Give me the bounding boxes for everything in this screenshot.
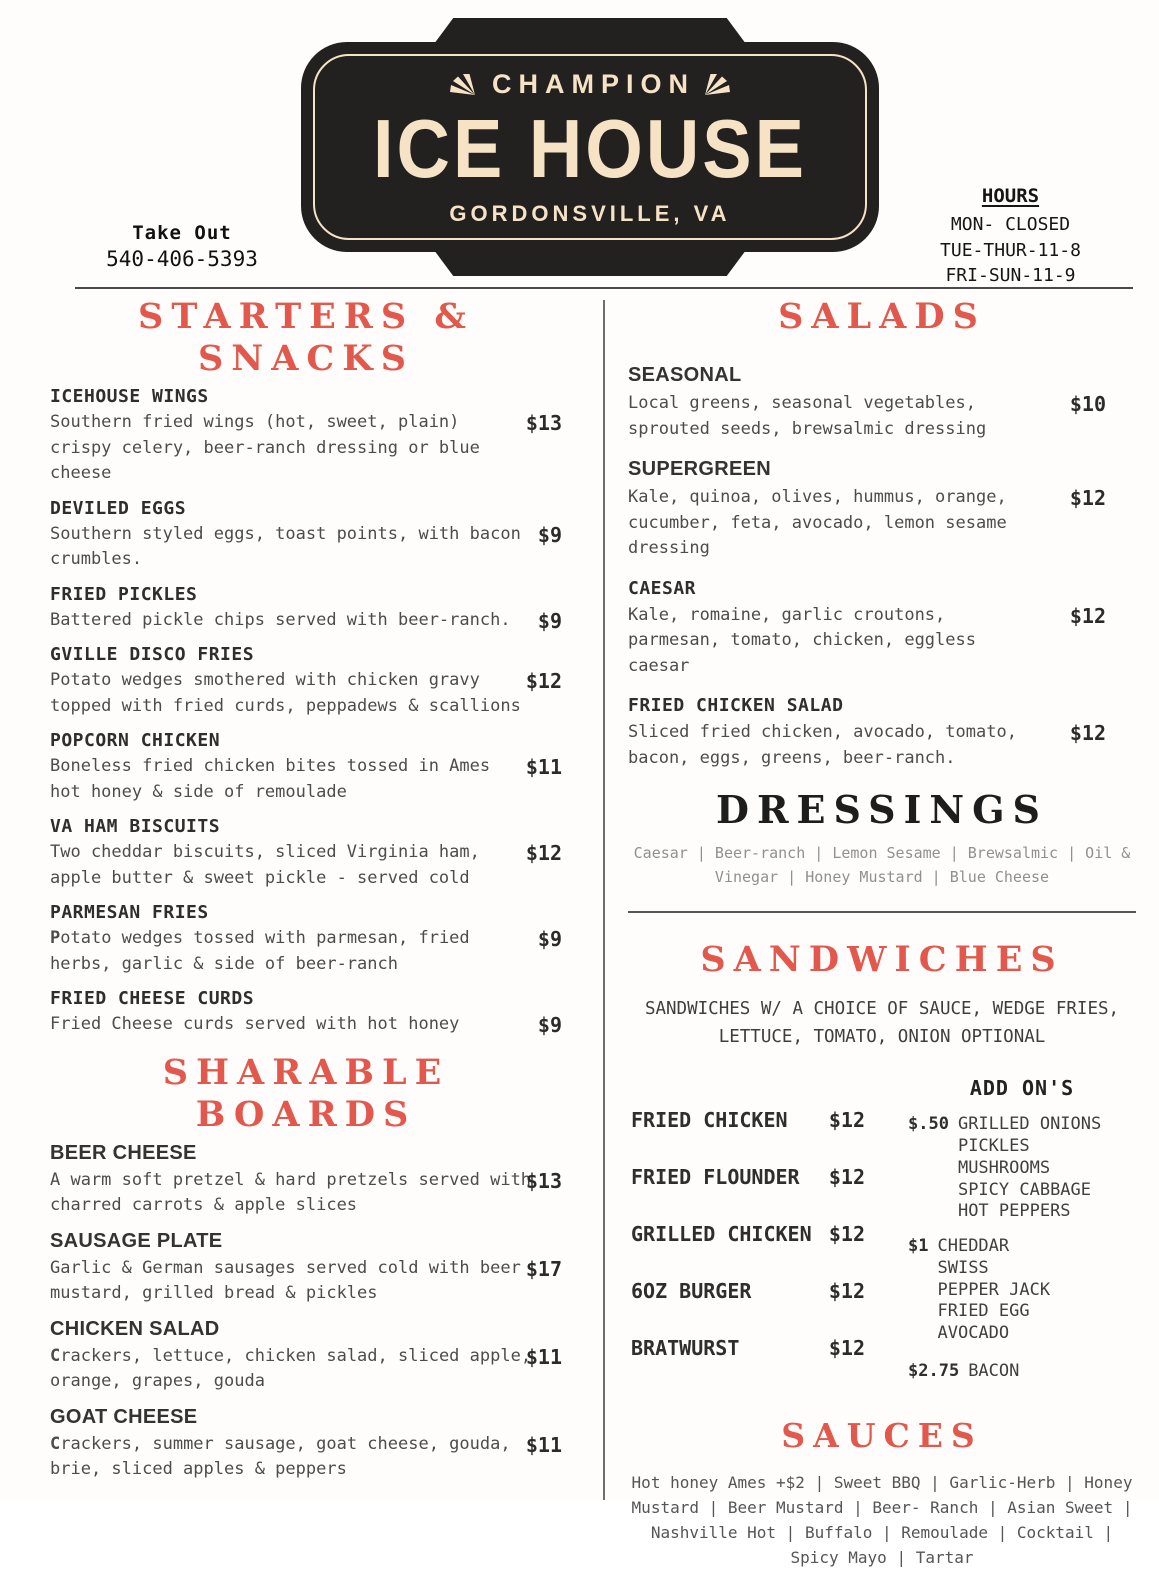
sandwich-price: $12 <box>828 1279 865 1304</box>
item-price: $9 <box>537 927 562 951</box>
item-name: VA HAM BISCUITS <box>50 816 221 837</box>
dressings-divider <box>628 911 1136 913</box>
menu-item-parmesan-fries <box>50 902 562 977</box>
addon-item: HOT PEPPERS <box>957 1201 1071 1222</box>
addon-price: $.50 <box>908 1114 949 1135</box>
section-title-starters: STARTERS & SNACKS <box>138 296 474 379</box>
menu-item-chicken-salad <box>50 1318 562 1395</box>
item-description: Sliced fried chicken, avocado, tomato, bacon, eggs, greens, beer-ranch. <box>628 722 1017 768</box>
logo-name: ICE HOUSE <box>372 102 808 195</box>
addon-items <box>968 1361 1019 1383</box>
dressings-list: Caesar | Beer-ranch | Lemon Sesame | Brewsalmic | Oil & Vinegar | Honey Mustard | Blue Cheese <box>633 843 1131 886</box>
right-column <box>628 296 1136 1570</box>
addon-group-50c <box>908 1114 1136 1223</box>
addon-group-1dollar <box>908 1236 1136 1345</box>
item-description: Kale, romaine, garlic croutons, parmesan, tomato, chicken, eggless caesar <box>628 604 976 676</box>
addon-items <box>937 1236 1050 1345</box>
item-price: $9 <box>537 608 562 633</box>
addon-price: $2.75 <box>908 1360 960 1381</box>
item-name: BEER CHEESE <box>50 1141 197 1164</box>
menu-item-goat-cheese <box>50 1406 562 1483</box>
sandwich-name: BRATWURST <box>631 1336 740 1361</box>
menu-item-icehouse-wings <box>50 386 562 487</box>
item-price: $9 <box>537 1013 562 1037</box>
addon-item: BACON <box>968 1360 1020 1381</box>
sandwich-row <box>631 1165 865 1189</box>
section-title-dressings: DRESSINGS <box>716 787 1048 832</box>
menu-item-seasonal <box>628 364 1136 442</box>
addon-item: SWISS <box>937 1257 989 1278</box>
item-name: SUPERGREEN <box>628 458 772 480</box>
item-name: POPCORN CHICKEN <box>50 730 221 751</box>
item-description: Kale, quinoa, olives, hummus, orange, cucumber, feta, avocado, lemon sesame dressing <box>628 487 1007 558</box>
item-price: $11 <box>525 1344 562 1369</box>
sandwich-price: $12 <box>828 1165 865 1190</box>
hours-title: HOURS <box>981 185 1040 207</box>
sandwich-row <box>631 1336 865 1360</box>
hours-info <box>903 183 1118 289</box>
item-price: $12 <box>525 841 562 865</box>
addon-item: AVOCADO <box>937 1323 1010 1344</box>
sandwiches-note: SANDWICHES W/ A CHOICE OF SAUCE, WEDGE FRIES, LETTUCE, TOMATO, ONION OPTIONAL <box>644 998 1120 1048</box>
addon-item: MUSHROOMS <box>957 1157 1051 1178</box>
item-price: $9 <box>537 522 562 547</box>
menu-item-sausage-plate <box>50 1230 562 1307</box>
fan-icon-right <box>705 74 731 95</box>
item-name: PARMESAN FRIES <box>50 902 209 923</box>
logo-city: GORDONSVILLE, VA <box>449 201 731 226</box>
addon-items <box>958 1114 1101 1223</box>
item-description: Southern fried wings (hot, sweet, plain) crispy celery, beer-ranch dressing or blue cheese <box>50 412 480 483</box>
left-column <box>50 296 562 1494</box>
item-description: Local greens, seasonal vegetables, sprouted seeds, brewsalmic dressing <box>628 393 987 439</box>
addon-item: PICKLES <box>957 1136 1030 1157</box>
logo-champion: CHAMPION <box>492 69 695 99</box>
section-title-sauces: SAUCES <box>781 1415 983 1455</box>
sandwich-price: $12 <box>828 1222 865 1247</box>
item-description: Two cheddar biscuits, sliced Virginia ham, apple butter & sweet pickle - served cold <box>50 842 480 888</box>
sandwich-price: $12 <box>828 1108 865 1133</box>
sandwich-row <box>631 1108 865 1132</box>
item-description: Battered pickle chips served with beer-ranch. <box>50 609 511 630</box>
item-name: CAESAR <box>628 577 697 599</box>
item-name: SAUSAGE PLATE <box>50 1229 223 1252</box>
item-description: A warm soft pretzel & hard pretzels served with charred carrots & apple slices <box>50 1169 532 1215</box>
item-name: CHICKEN SALAD <box>50 1317 220 1340</box>
item-name: FRIED PICKLES <box>50 583 198 605</box>
sandwich-price: $12 <box>828 1336 865 1361</box>
hours-line: TUE-THUR-11-8 <box>940 239 1081 261</box>
item-price: $12 <box>1069 486 1106 510</box>
item-description: Garlic & German sausages served cold with beer mustard, grilled bread & pickles <box>50 1257 521 1303</box>
item-description: Potato wedges smothered with chicken gravy topped with fried curds, peppadews & scallions <box>50 670 521 716</box>
sandwiches-grid <box>628 1076 1136 1395</box>
restaurant-logo <box>301 18 879 276</box>
addons-panel <box>908 1076 1136 1395</box>
column-divider <box>603 300 605 1500</box>
item-description: Crackers, lettuce, chicken salad, sliced apple, orange, grapes, gouda <box>50 1345 532 1391</box>
menu-item-fried-chicken-salad <box>628 695 1136 771</box>
item-price: $10 <box>1069 392 1106 416</box>
takeout-phone: 540-406-5393 <box>106 247 258 271</box>
item-price: $12 <box>1069 603 1106 628</box>
menu-item-supergreen <box>628 458 1136 562</box>
addon-group-bacon <box>908 1361 1136 1383</box>
sandwich-row <box>631 1279 865 1303</box>
item-description: Potato wedges tossed with parmesan, fried herbs, garlic & side of beer-ranch <box>50 928 470 974</box>
sandwich-name: FRIED FLOUNDER <box>631 1165 800 1190</box>
addon-price: $1 <box>908 1236 929 1257</box>
sauces-list: Hot honey Ames +$2 | Sweet BBQ | Garlic-Herb | Honey Mustard | Beer Mustard | Beer- Ranch | Asian Sweet | Nashville Hot | Buffalo | Remoulade | Cocktail | Spicy Mayo | Tartar <box>631 1473 1133 1567</box>
item-name: FRIED CHEESE CURDS <box>50 988 255 1009</box>
hours-line: FRI-SUN-11-9 <box>945 265 1076 287</box>
menu-item-va-ham-biscuits <box>50 816 562 891</box>
item-price: $17 <box>525 1256 562 1281</box>
menu-item-beer-cheese <box>50 1142 562 1219</box>
menu-item-fried-cheese-curds <box>50 988 562 1038</box>
sandwich-name: FRIED CHICKEN <box>631 1108 788 1133</box>
fan-icon-left <box>449 74 475 95</box>
menu-item-fried-pickles <box>50 584 562 634</box>
item-name: GVILLE DISCO FRIES <box>50 644 255 665</box>
addon-item: SPICY CABBAGE <box>957 1179 1092 1200</box>
section-title-sandwiches: SANDWICHES <box>700 938 1064 980</box>
item-price: $13 <box>525 411 562 435</box>
takeout-label: Take Out <box>132 222 232 244</box>
item-price: $12 <box>1069 721 1106 745</box>
item-description: Southern styled eggs, toast points, with bacon crumbles. <box>50 523 521 569</box>
header-divider <box>75 287 1133 289</box>
addon-item: PEPPER JACK <box>937 1279 1051 1300</box>
section-title-boards: SHARABLE BOARDS <box>162 1051 450 1135</box>
item-name: SEASONAL <box>628 364 742 386</box>
sandwich-name: 6OZ BURGER <box>631 1279 752 1304</box>
menu-item-deviled-eggs <box>50 498 562 573</box>
item-description: Boneless fried chicken bites tossed in Ames hot honey & side of remoulade <box>50 756 491 802</box>
sandwich-row <box>631 1222 865 1246</box>
addon-item: CHEDDAR <box>937 1236 1010 1257</box>
item-price: $11 <box>525 755 562 779</box>
item-name: FRIED CHICKEN SALAD <box>628 695 844 716</box>
menu-item-caesar <box>628 578 1136 680</box>
hours-line: MON- CLOSED <box>950 213 1071 235</box>
item-name: GOAT CHEESE <box>50 1405 198 1428</box>
logo-plaque <box>301 42 879 252</box>
item-price: $13 <box>525 1168 562 1193</box>
sandwich-list <box>631 1108 865 1395</box>
section-title-salads: SALADS <box>778 296 986 337</box>
item-description: Crackers, summer sausage, goat cheese, gouda, brie, sliced apples & peppers <box>50 1433 511 1479</box>
item-price: $11 <box>525 1432 562 1457</box>
item-description: Fried Cheese curds served with hot honey <box>50 1014 460 1034</box>
menu-item-gville-disco-fries <box>50 644 562 719</box>
addon-item: GRILLED ONIONS <box>957 1114 1102 1135</box>
addons-title: ADD ON'S <box>969 1076 1075 1101</box>
menu-item-popcorn-chicken <box>50 730 562 805</box>
item-name: DEVILED EGGS <box>50 497 187 519</box>
item-name: ICEHOUSE WINGS <box>50 386 209 407</box>
addon-item: FRIED EGG <box>937 1301 1030 1322</box>
takeout-info <box>62 222 302 271</box>
sandwich-name: GRILLED CHICKEN <box>631 1222 812 1247</box>
item-price: $12 <box>525 669 562 693</box>
